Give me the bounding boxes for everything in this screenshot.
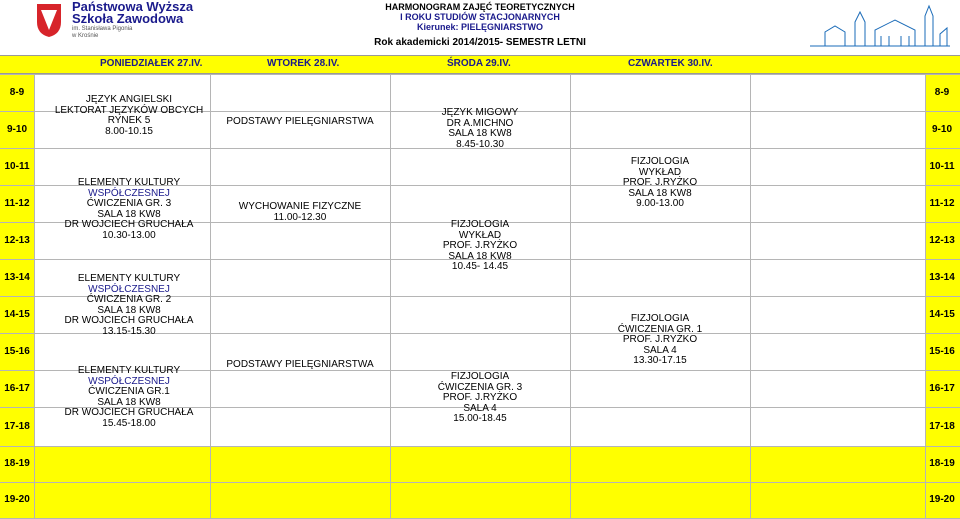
- course-room: RYNEK 5: [107, 115, 151, 126]
- course-teacher: DR WOJCIECH GRUCHAŁA: [64, 315, 194, 326]
- hour-label-left: 18-19: [4, 458, 30, 469]
- course-group: ĆWICZENIA GR. 1: [617, 323, 703, 335]
- course-time: 8.45-10.30: [456, 138, 504, 150]
- logo-name-line1: Państwowa Wyższa: [72, 0, 194, 14]
- day-wednesday: ŚRODA 29.IV.: [447, 58, 511, 69]
- hour-label-right: 15-16: [929, 345, 955, 357]
- hour-label-right: 8-9: [934, 86, 950, 98]
- grid-column-line: [570, 74, 571, 518]
- course-title-2: WSPÓŁCZESNEJ: [88, 283, 170, 295]
- wednesday-slot-1: [390, 108, 570, 150]
- hour-label-left: 16-17: [4, 382, 30, 394]
- grid-row-line: [0, 74, 960, 75]
- hour-label-left: 10-11: [4, 160, 30, 172]
- monday-slot-1: [34, 95, 224, 137]
- course-title: ELEMENTY KULTURY: [77, 177, 181, 188]
- tuesday-slot-3: [210, 360, 390, 371]
- tuesday-slot-2: [210, 202, 390, 223]
- wednesday-slot-2: [390, 220, 570, 273]
- course-teacher: DR WOJCIECH GRUCHAŁA: [64, 407, 194, 418]
- course-title: ELEMENTY KULTURY: [77, 273, 181, 284]
- course-time: 13.15-15.30: [102, 325, 156, 337]
- day-monday: PONIEDZIAŁEK 27.IV.: [100, 58, 203, 69]
- hour-label-left: 17-18: [4, 420, 30, 432]
- course-title-2: WSPÓŁCZESNEJ: [88, 187, 170, 199]
- course-room: SALA 18 KW8: [97, 304, 161, 316]
- course-time: 9.00-13.00: [636, 198, 684, 209]
- hour-label-left: 13-14: [4, 271, 30, 283]
- course-room: SALA 18 KW8: [448, 250, 512, 262]
- course-type: LEKTORAT JĘZYKÓW OBCYCH: [54, 104, 204, 116]
- course-time: 8.00-10.15: [105, 125, 153, 137]
- wednesday-slot-3: [390, 372, 570, 425]
- course-time: 10.45- 14.45: [451, 261, 509, 272]
- course-title: FIZJOLOGIA: [450, 371, 510, 382]
- course-title: JĘZYK MIGOWY: [441, 107, 519, 118]
- hour-label-right: 19-20: [929, 494, 955, 505]
- hour-label-left: 19-20: [4, 494, 30, 505]
- logo-emblem-icon: [34, 2, 64, 38]
- header-year: Rok akademicki 2014/2015- SEMESTR LETNI: [374, 37, 586, 48]
- thursday-slot-2: [570, 314, 750, 367]
- day-tuesday: WTOREK 28.IV.: [267, 58, 340, 69]
- course-group: ĆWICZENIA GR. 3: [437, 381, 523, 393]
- logo-sub-line1: im. Stanisława Pigonia: [72, 26, 133, 32]
- course-title: FIZJOLOGIA: [630, 156, 690, 167]
- course-room: SALA 18 KW8: [97, 396, 161, 408]
- hour-label-right: 13-14: [929, 271, 955, 283]
- course-group: ĆWICZENIA GR. 3: [86, 198, 172, 209]
- course-room: SALA 18 KW8: [448, 128, 512, 139]
- course-time: 11.00-12.30: [273, 211, 327, 223]
- course-title: ELEMENTY KULTURY: [77, 365, 181, 376]
- course-teacher: PROF. J.RYŻKO: [622, 334, 698, 345]
- course-time: 15.00-18.45: [453, 413, 507, 424]
- course-title: FIZJOLOGIA: [450, 219, 510, 230]
- course-title-2: WSPÓŁCZESNEJ: [88, 375, 170, 387]
- monday-slot-4: [34, 366, 224, 429]
- town-skyline-icon: [805, 2, 955, 50]
- monday-slot-2: [34, 178, 224, 241]
- hour-label-right: 17-18: [929, 420, 955, 432]
- day-thursday: CZWARTEK 30.IV.: [628, 58, 713, 69]
- logo-name-line2: Szkoła Zawodowa: [72, 11, 184, 26]
- course-type: WYKŁAD: [458, 229, 502, 241]
- course-group: ĆWICZENIA GR. 2: [86, 294, 172, 305]
- school-logo: [34, 0, 194, 42]
- course-title: FIZJOLOGIA: [630, 313, 690, 324]
- course-time: 15.45-18.00: [102, 417, 156, 429]
- header-title: HARMONOGRAM ZAJĘĆ TEORETYCZNYCH: [385, 2, 575, 12]
- day-header-row: [0, 55, 960, 74]
- course-room: SALA 18 KW8: [628, 187, 692, 199]
- course-time: 13.30-17.15: [633, 355, 687, 366]
- hour-label-right: 9-10: [931, 123, 952, 135]
- course-room: SALA 4: [463, 402, 497, 414]
- hour-label-right: 12-13: [929, 234, 955, 246]
- course-time: 10.30-13.00: [102, 229, 156, 241]
- grid-row-line: [0, 482, 960, 483]
- grid-column-line: [750, 74, 751, 518]
- grid-column-line: [925, 74, 926, 518]
- course-room: SALA 4: [643, 344, 677, 356]
- hour-label-right: 14-15: [929, 308, 955, 320]
- hour-label-right: 18-19: [929, 458, 955, 469]
- hour-label-right: 10-11: [929, 160, 955, 172]
- course-teacher: PROF. J.RYŻKO: [442, 392, 518, 403]
- hour-label-right: 11-12: [929, 197, 955, 209]
- course-teacher: DR A.MICHNO: [446, 117, 514, 129]
- course-teacher: PROF. J.RYŻKO: [622, 177, 698, 188]
- hour-label-left: 11-12: [4, 197, 30, 209]
- logo-sub-line2: w Krośnie: [72, 33, 99, 39]
- hour-label-left: 8-9: [9, 86, 25, 98]
- thursday-slot-1: [570, 157, 750, 210]
- header-field: Kierunek: PIELĘGNIARSTWO: [416, 22, 543, 32]
- hour-label-left: 9-10: [6, 123, 27, 135]
- course-title: WYCHOWANIE FIZYCZNE: [238, 201, 362, 212]
- tuesday-slot-1: [210, 117, 390, 128]
- course-teacher: DR WOJCIECH GRUCHAŁA: [64, 219, 194, 230]
- hour-label-right: 16-17: [929, 382, 955, 394]
- course-group: ĆWICZENIA GR.1: [88, 386, 170, 397]
- grid-row-line: [0, 446, 960, 447]
- course-title: PODSTAWY PIELĘGNIARSTWA: [226, 116, 374, 127]
- course-title: PODSTAWY PIELĘGNIARSTWA: [226, 359, 374, 370]
- course-room: SALA 18 KW8: [97, 208, 161, 220]
- header-subtitle: I ROKU STUDIÓW STACJONARNYCH: [400, 12, 560, 22]
- course-type: WYKŁAD: [638, 166, 682, 178]
- hour-label-left: 14-15: [4, 308, 30, 320]
- hour-label-left: 12-13: [4, 234, 30, 246]
- monday-slot-3: [34, 274, 224, 337]
- course-teacher: PROF. J.RYŻKO: [442, 240, 518, 251]
- course-title: JĘZYK ANGIELSKI: [85, 94, 173, 105]
- hour-label-left: 15-16: [4, 345, 30, 357]
